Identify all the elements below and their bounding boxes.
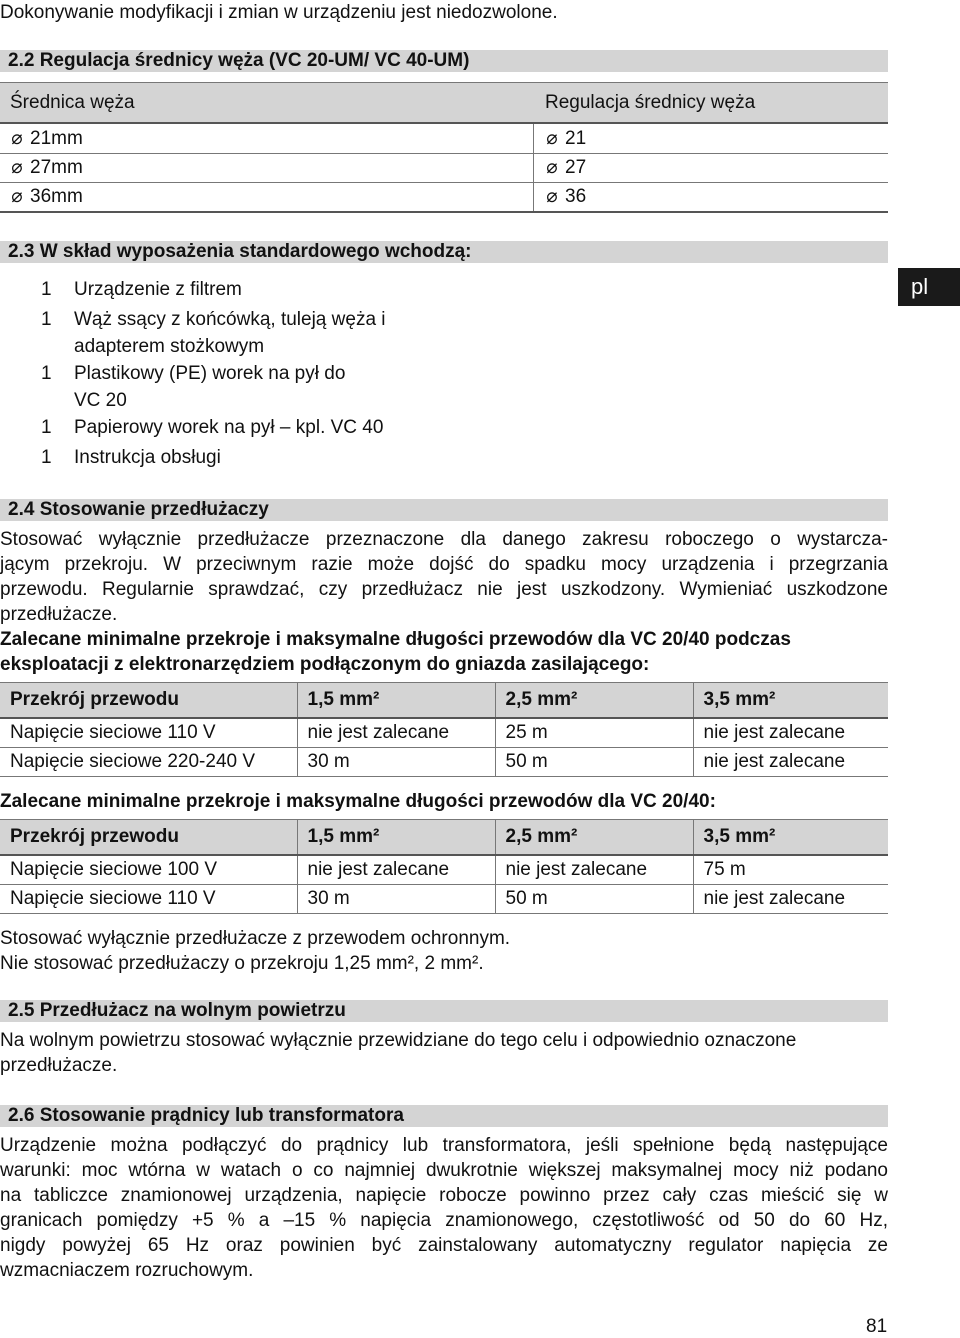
cable-table-1 <box>0 682 888 777</box>
list-item: 1 Wąż ssący z końcówką, tuleją węża i adapterem stożkowym <box>41 309 386 357</box>
table-header-cell: 1,5 mm² <box>297 683 495 719</box>
table-cell: Napięcie sieciowe 110 V <box>10 722 216 743</box>
list-item: 1 Urządzenie z filtrem <box>41 279 242 300</box>
list-item: 1 Instrukcja obsługi <box>41 447 221 468</box>
section-2-5-paragraph: Na wolnym powietrzu stosować wyłącznie przewidziane do tego celu i odpowiednio oznaczone przedłużacze. <box>0 1030 797 1076</box>
diameter-icon: ⌀ <box>11 128 23 149</box>
table-cell: 75 m <box>693 855 888 885</box>
table-header-cell: 3,5 mm² <box>693 820 888 856</box>
section-2-6-heading: 2.6 Stosowanie prądnicy lub transformatora <box>0 1105 888 1127</box>
table-2-caption: Zalecane minimalne przekroje i maksymalne długości przewodów dla VC 20/40: <box>0 791 716 812</box>
table-header-cell: Przekrój przewodu <box>0 683 297 719</box>
table-header-row <box>0 683 888 719</box>
table-row <box>0 718 888 748</box>
hose-row-divider <box>0 182 888 183</box>
table-cell: nie jest zalecane <box>297 718 495 748</box>
hose-row-1-setting: ⌀ 21 <box>546 128 587 149</box>
page-number: 81 <box>866 1316 888 1337</box>
section-2-4-heading: 2.4 Stosowanie przedłużaczy <box>0 499 888 521</box>
hose-row-3-diameter: ⌀ 36mm <box>11 186 83 207</box>
hose-col-diameter-header: Średnica węża <box>10 92 135 113</box>
table-header-row <box>0 820 888 856</box>
table-cell: 30 m <box>297 885 495 914</box>
table-cell: Napięcie sieciowe 110 V <box>10 888 216 909</box>
hose-table-divider <box>533 124 534 212</box>
section-2-2-heading: 2.2 Regulacja średnicy węża (VC 20-UM/ VC 40-UM) <box>0 50 888 72</box>
diameter-icon: ⌀ <box>11 186 23 207</box>
diameter-icon: ⌀ <box>546 186 558 207</box>
table-header-cell: 2,5 mm² <box>495 683 693 719</box>
table-cell: nie jest zalecane <box>495 855 693 885</box>
table-cell: nie jest zalecane <box>693 885 888 914</box>
table-cell: nie jest zalecane <box>693 748 888 777</box>
diameter-icon: ⌀ <box>546 128 558 149</box>
table-row <box>0 855 888 885</box>
table-header-cell: 2,5 mm² <box>495 820 693 856</box>
section-2-3-heading: 2.3 W skład wyposażenia standardowego wchodzą: <box>0 241 888 263</box>
section-2-5-heading: 2.5 Przedłużacz na wolnym powietrzu <box>0 1000 888 1022</box>
table-row <box>0 885 888 914</box>
table-cell: 30 m <box>297 748 495 777</box>
table-cell: nie jest zalecane <box>693 718 888 748</box>
list-item: 1 Plastikowy (PE) worek na pył do VC 20 <box>41 363 346 411</box>
table-cell: nie jest zalecane <box>297 855 495 885</box>
table-1-caption: Zalecane minimalne przekroje i maksymalne długości przewodów dla VC 20/40 podczas eksploatacji z elektronarzędziem podłączonym do gniazda zasilającego: <box>0 629 791 675</box>
section-2-4-paragraph: Stosować wyłącznie przedłużacze przeznaczone dla danego zakresu roboczego o wystarcza- jącym przekroju. W przeciwnym razie może dojść do spadku mocy urządzenia i przegrzania przewodu. Regularnie sprawdzać, czy przedłużacz nie jest uszkodzony. Wymieniać uszkodzone przedłużacze. <box>0 529 888 625</box>
hose-row-1-diameter: ⌀ 21mm <box>11 128 83 149</box>
table-header-cell: Przekrój przewodu <box>0 820 297 856</box>
hose-diameter-table <box>0 82 888 214</box>
hose-row-3-setting: ⌀ 36 <box>546 186 587 207</box>
section-2-6-paragraph: Urządzenie można podłączyć do prądnicy lub transformatora, jeśli spełnione będą następujące warunki: moc wtórna w watach o co najmniej dwukrotnie większej maksymalnej mocy niż podano na tabliczce znamionowej urządzenia, napięcie robocze powinno przez cały czas mieścić się w granicach pomiędzy +5 % a –15 % napięcia znamionowego, częstotliwość od 50 do 60 Hz, nigdy powyżej 65 Hz oraz powinien być zainstalowany automatyczny regulator napięcia ze wzmacniaczem rozruchowym. <box>0 1135 888 1281</box>
table-cell: 25 m <box>495 718 693 748</box>
table-cell: Napięcie sieciowe 220-240 V <box>10 751 256 772</box>
list-item: 1 Papierowy worek na pył – kpl. VC 40 <box>41 417 384 438</box>
cable-table-2 <box>0 819 888 914</box>
extension-notes: Stosować wyłącznie przedłużacze z przewodem ochronnym. Nie stosować przedłużaczy o przekroju 1,25 mm², 2 mm². <box>0 928 511 974</box>
hose-row-2-setting: ⌀ 27 <box>546 157 587 178</box>
hose-row-2-diameter: ⌀ 27mm <box>11 157 83 178</box>
table-header-cell: 3,5 mm² <box>693 683 888 719</box>
diameter-icon: ⌀ <box>11 157 23 178</box>
intro-line: Dokonywanie modyfikacji i zmian w urządzeniu jest niedozwolone. <box>0 2 558 23</box>
table-cell: Napięcie sieciowe 100 V <box>10 859 218 880</box>
table-header-cell: 1,5 mm² <box>297 820 495 856</box>
table-cell: 50 m <box>495 885 693 914</box>
hose-table-bottom <box>0 211 888 213</box>
language-badge: pl <box>898 268 960 306</box>
table-cell: 50 m <box>495 748 693 777</box>
table-row <box>0 748 888 777</box>
hose-col-setting-header: Regulacja średnicy węża <box>545 92 756 113</box>
diameter-icon: ⌀ <box>546 157 558 178</box>
hose-row-divider <box>0 153 888 154</box>
